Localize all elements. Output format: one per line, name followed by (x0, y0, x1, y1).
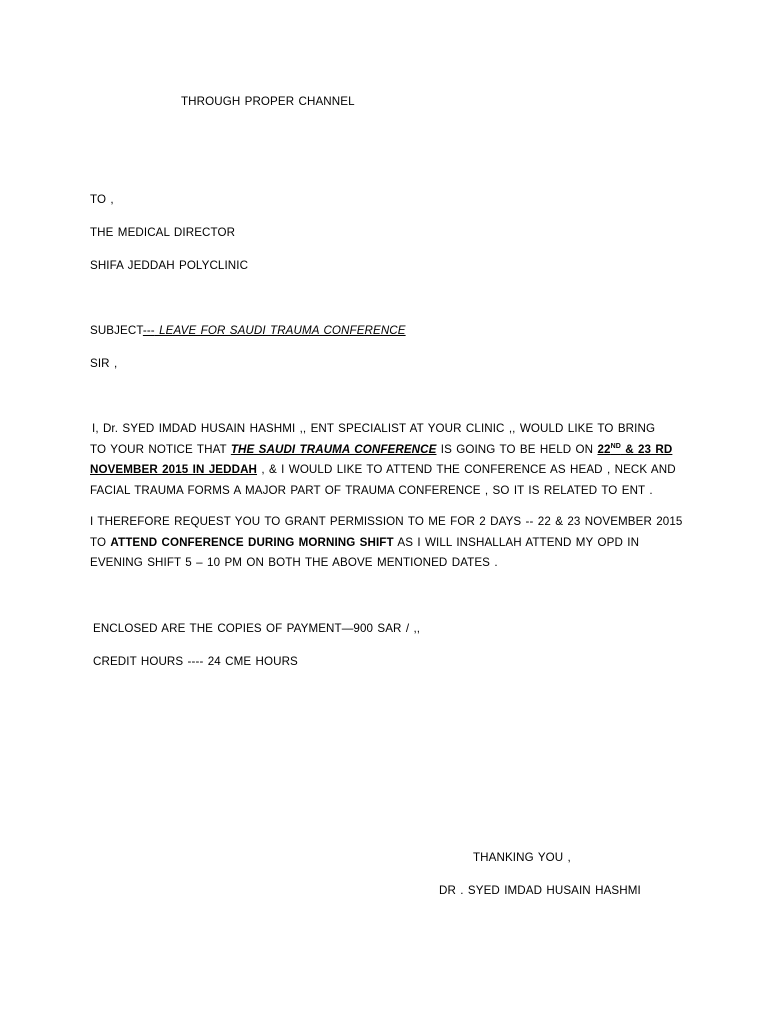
event-month-location: NOVEMBER 2015 IN JEDDAH (90, 463, 258, 476)
salutation: SIR , (90, 357, 118, 370)
event-date-rest: & 23 RD (620, 443, 673, 456)
event-name: THE SAUDI TRAUMA CONFERENCE (230, 443, 437, 456)
event-date-suffix: ND (610, 443, 621, 450)
enclosure-payment: ENCLOSED ARE THE COPIES OF PAYMENT—900 SAR / ,, (93, 622, 421, 635)
paragraph1-line2-mid: IS GOING TO BE HELD ON (436, 443, 598, 456)
subject-text: LEAVE FOR SAUDI TRAUMA CONFERENCE (154, 324, 406, 337)
through-proper-channel: THROUGH PROPER CHANNEL (181, 95, 355, 108)
recipient-organization: SHIFA JEDDAH POLYCLINIC (90, 259, 249, 272)
subject-dashes: --- (142, 324, 155, 337)
paragraph2-line2-rest: AS I WILL INSHALLAH ATTEND MY OPD IN (393, 536, 640, 549)
subject-prefix: SUBJECT (90, 324, 143, 337)
closing-thanks: THANKING YOU , (473, 851, 571, 864)
recipient-title: THE MEDICAL DIRECTOR (90, 226, 236, 239)
paragraph1-line4: FACIAL TRAUMA FORMS A MAJOR PART OF TRAUMA CONFERENCE , SO IT IS RELATED TO ENT . (90, 484, 653, 497)
event-date-day: 22 (597, 443, 611, 456)
paragraph1-line2-pre: TO YOUR NOTICE THAT (90, 443, 231, 456)
paragraph2-line2-pre: TO (90, 536, 111, 549)
paragraph1-line1: I, Dr. SYED IMDAD HUSAIN HASHMI ,, ENT SPECIALIST AT YOUR CLINIC ,, WOULD LIKE TO BRING (92, 422, 656, 435)
subject-line (90, 321, 406, 341)
paragraph1-line3 (90, 460, 676, 480)
event-date (597, 443, 672, 456)
recipient-to: TO , (90, 193, 114, 206)
enclosure-credit-hours: CREDIT HOURS ---- 24 CME HOURS (93, 655, 298, 668)
paragraph1-line3-rest: , & I WOULD LIKE TO ATTEND THE CONFERENCE AS HEAD , NECK AND (257, 463, 676, 476)
paragraph2-line1: I THEREFORE REQUEST YOU TO GRANT PERMISSION TO ME FOR 2 DAYS -- 22 & 23 NOVEMBER 2015 (90, 515, 683, 528)
paragraph2-line3: EVENING SHIFT 5 – 10 PM ON BOTH THE ABOVE MENTIONED DATES . (90, 556, 498, 569)
signature-name: DR . SYED IMDAD HUSAIN HASHMI (439, 884, 641, 897)
paragraph2-line2 (90, 533, 639, 553)
paragraph1-line2 (90, 440, 672, 460)
attend-morning-shift: ATTEND CONFERENCE DURING MORNING SHIFT (110, 536, 394, 549)
